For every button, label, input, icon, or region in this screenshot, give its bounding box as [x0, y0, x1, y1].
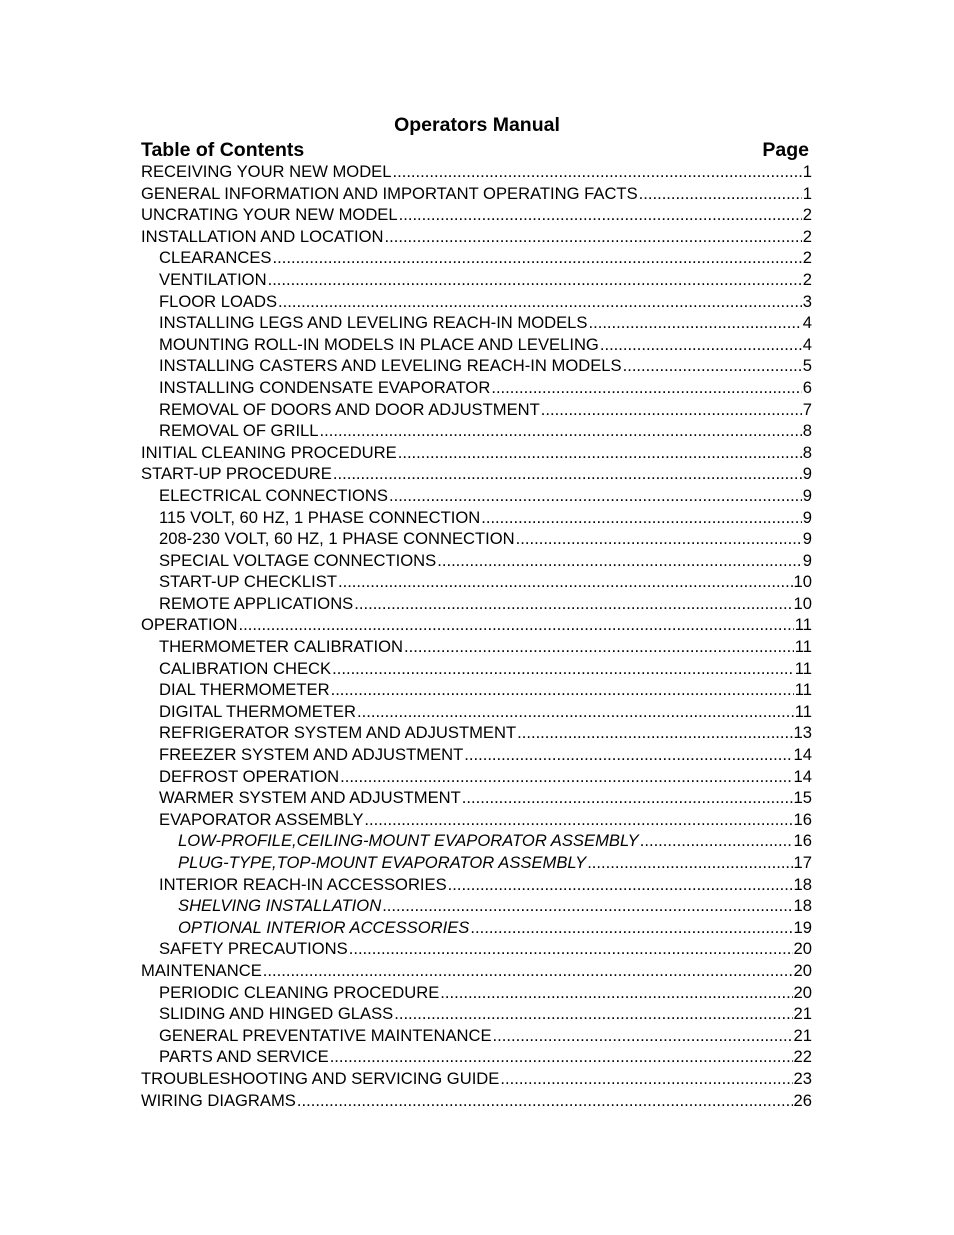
- dot-leader: [640, 830, 793, 852]
- dot-leader: [278, 291, 802, 313]
- toc-entry-title: CALIBRATION CHECK: [159, 658, 332, 678]
- toc-entry[interactable]: [141, 1025, 812, 1047]
- toc-entry-page-number: 10: [793, 593, 812, 613]
- toc-entry-title: INITIAL CLEANING PROCEDURE: [141, 442, 397, 462]
- toc-entry-title: WIRING DIAGRAMS: [141, 1090, 296, 1110]
- toc-entry-title: GENERAL PREVENTATIVE MAINTENANCE: [159, 1025, 492, 1045]
- toc-entry-page-number: 5: [802, 356, 812, 376]
- dot-leader: [354, 593, 792, 615]
- toc-entry[interactable]: [141, 247, 812, 269]
- toc-entry-title: DIAL THERMOMETER: [159, 680, 330, 700]
- dot-leader: [392, 161, 801, 183]
- toc-entry-title: INTERIOR REACH-IN ACCESSORIES: [159, 874, 447, 894]
- toc-entry-title: DEFROST OPERATION: [159, 766, 340, 786]
- dot-leader: [333, 463, 802, 485]
- dot-leader: [623, 355, 802, 377]
- toc-entry-title: RECEIVING YOUR NEW MODEL: [141, 162, 392, 181]
- dot-leader: [394, 1003, 792, 1025]
- toc-entry[interactable]: [141, 809, 812, 831]
- toc-entry[interactable]: [141, 895, 812, 917]
- toc-entry-title: 208-230 VOLT, 60 HZ, 1 PHASE CONNECTION: [159, 529, 515, 549]
- toc-entry-title: CLEARANCES: [159, 248, 272, 268]
- toc-entry[interactable]: [141, 463, 812, 485]
- toc-entry-title: INSTALLING CASTERS AND LEVELING REACH-IN MODELS: [159, 356, 622, 376]
- toc-entry[interactable]: [141, 917, 812, 939]
- toc-entry-page-number: 4: [802, 334, 812, 354]
- dot-leader: [404, 636, 794, 658]
- dot-leader: [398, 442, 802, 464]
- dot-leader: [273, 247, 802, 269]
- dot-leader: [481, 507, 802, 529]
- toc-entry-title: FLOOR LOADS: [159, 291, 278, 311]
- toc-entry[interactable]: [141, 269, 812, 291]
- document-title: Operators Manual: [394, 114, 560, 136]
- toc-entry-title: START-UP CHECKLIST: [159, 572, 337, 592]
- toc-entry[interactable]: [141, 528, 812, 550]
- toc-entry-page-number: 6: [802, 377, 812, 397]
- toc-entry-title: OPERATION: [141, 615, 238, 635]
- toc-entry[interactable]: [141, 1046, 812, 1068]
- toc-entry-title: SPECIAL VOLTAGE CONNECTIONS: [159, 550, 437, 570]
- toc-entry-page-number: 14: [793, 745, 812, 765]
- toc-entry-title: LOW-PROFILE,CEILING-MOUNT EVAPORATOR ASSEMBLY: [178, 831, 639, 851]
- toc-entry-title: REFRIGERATOR SYSTEM AND ADJUSTMENT: [159, 723, 517, 743]
- toc-entry-page-number: 18: [793, 896, 812, 916]
- dot-leader: [268, 269, 802, 291]
- toc-entry-title: WARMER SYSTEM AND ADJUSTMENT: [159, 788, 461, 808]
- toc-entry-title: SAFETY PRECAUTIONS: [159, 939, 348, 959]
- toc-entry[interactable]: [141, 550, 812, 572]
- toc-entry-page-number: 21: [793, 1025, 812, 1045]
- dot-leader: [382, 895, 792, 917]
- toc-header: [141, 138, 809, 162]
- toc-entry-title: UNCRATING YOUR NEW MODEL: [141, 205, 398, 225]
- toc-entry[interactable]: [141, 571, 812, 593]
- toc-entry-page-number: 15: [793, 788, 812, 808]
- dot-leader: [493, 1025, 793, 1047]
- dot-leader: [470, 917, 792, 939]
- toc-entry-title: INSTALLING LEGS AND LEVELING REACH-IN MODELS: [159, 313, 588, 333]
- dot-leader: [349, 938, 793, 960]
- dot-leader: [385, 226, 802, 248]
- toc-entry[interactable]: [141, 204, 812, 226]
- toc-entry[interactable]: [141, 658, 812, 680]
- toc-entry-title: PERIODIC CLEANING PROCEDURE: [159, 982, 440, 1002]
- toc-entry-title: ELECTRICAL CONNECTIONS: [159, 485, 388, 505]
- toc-entry-page-number: 21: [793, 1004, 812, 1024]
- toc-entry-page-number: 13: [793, 723, 812, 743]
- toc-entry-page-number: 2: [802, 205, 812, 225]
- dot-leader: [541, 399, 802, 421]
- toc-entry[interactable]: [141, 679, 812, 701]
- toc-entry-page-number: 9: [802, 529, 812, 549]
- toc-entry-page-number: 9: [802, 485, 812, 505]
- toc-entry[interactable]: [141, 982, 812, 1004]
- toc-entry-page-number: 14: [793, 766, 812, 786]
- toc-entry-page-number: 9: [802, 550, 812, 570]
- toc-entry[interactable]: [141, 312, 812, 334]
- dot-leader: [600, 334, 802, 356]
- dot-leader: [639, 183, 802, 205]
- toc-entry[interactable]: [141, 399, 812, 421]
- dot-leader: [440, 982, 792, 1004]
- toc-entry-page-number: 9: [802, 507, 812, 527]
- toc-entry[interactable]: [141, 161, 812, 183]
- toc-entry-title: EVAPORATOR ASSEMBLY: [159, 809, 364, 829]
- toc-entry[interactable]: [141, 938, 812, 960]
- toc-entry[interactable]: [141, 334, 812, 356]
- toc-entry-title: SHELVING INSTALLATION: [178, 896, 382, 916]
- toc-entry-title: OPTIONAL INTERIOR ACCESSORIES: [178, 917, 470, 937]
- toc-entry-page-number: 20: [793, 982, 812, 1002]
- toc-entry[interactable]: [141, 722, 812, 744]
- toc-entry-title: REMOVAL OF DOORS AND DOOR ADJUSTMENT: [159, 399, 540, 419]
- toc-entry[interactable]: [141, 1003, 812, 1025]
- toc-entry-page-number: 1: [802, 162, 812, 181]
- toc-entry-page-number: 20: [793, 960, 812, 980]
- dot-leader: [338, 571, 793, 593]
- toc-entry-page-number: 17: [793, 853, 812, 872]
- toc-entry[interactable]: [141, 1068, 812, 1090]
- toc-entry[interactable]: [141, 377, 812, 399]
- page-column-heading: Page: [762, 139, 809, 161]
- dot-leader: [500, 1068, 792, 1090]
- dot-leader: [437, 550, 802, 572]
- toc-entry-page-number: 2: [802, 269, 812, 289]
- toc-entry-title: REMOVAL OF GRILL: [159, 421, 319, 441]
- toc-entry-page-number: 11: [794, 680, 812, 700]
- toc-entry-page-number: 8: [802, 442, 812, 462]
- toc-entry-title: TROUBLESHOOTING AND SERVICING GUIDE: [141, 1068, 500, 1088]
- toc-entry-page-number: 19: [793, 917, 812, 937]
- toc-entry-page-number: 2: [802, 248, 812, 268]
- dot-leader: [464, 744, 792, 766]
- toc-entry[interactable]: [141, 852, 812, 874]
- toc-entry-title: MAINTENANCE: [141, 960, 262, 980]
- toc-entry[interactable]: [141, 830, 812, 852]
- toc-entry-page-number: 11: [794, 615, 812, 635]
- toc-entry-title: INSTALLING CONDENSATE EVAPORATOR: [159, 377, 491, 397]
- toc-heading: Table of Contents: [141, 139, 305, 161]
- dot-leader: [357, 701, 794, 723]
- dot-leader: [330, 1046, 793, 1068]
- toc-entry-page-number: 11: [794, 701, 812, 721]
- toc-entry[interactable]: [141, 485, 812, 507]
- table-of-contents: [141, 161, 812, 1111]
- toc-entry-title: REMOTE APPLICATIONS: [159, 593, 354, 613]
- dot-leader: [587, 852, 792, 874]
- toc-entry-title: PARTS AND SERVICE: [159, 1047, 329, 1067]
- toc-entry-title: GENERAL INFORMATION AND IMPORTANT OPERATING FACTS: [141, 183, 638, 203]
- toc-entry-page-number: 3: [802, 291, 812, 311]
- dot-leader: [517, 722, 792, 744]
- toc-entry-title: START-UP PROCEDURE: [141, 464, 332, 484]
- toc-entry-title: DIGITAL THERMOMETER: [159, 701, 356, 721]
- toc-entry-page-number: 18: [793, 874, 812, 894]
- toc-entry-title: VENTILATION: [159, 269, 267, 289]
- toc-entry-page-number: 10: [793, 572, 812, 592]
- toc-entry[interactable]: [141, 507, 812, 529]
- toc-entry[interactable]: [141, 183, 812, 205]
- toc-entry-page-number: 1: [802, 183, 812, 203]
- toc-entry[interactable]: [141, 614, 812, 636]
- dot-leader: [491, 377, 801, 399]
- dot-leader: [332, 658, 794, 680]
- toc-entry[interactable]: [141, 787, 812, 809]
- toc-entry-page-number: 4: [802, 313, 812, 333]
- toc-entry-title: INSTALLATION AND LOCATION: [141, 226, 384, 246]
- toc-entry-page-number: 7: [802, 399, 812, 419]
- dot-leader: [331, 679, 794, 701]
- dot-leader: [448, 874, 793, 896]
- toc-entry-page-number: 26: [793, 1090, 812, 1110]
- toc-entry-page-number: 16: [793, 831, 812, 851]
- toc-entry-page-number: 11: [794, 637, 812, 657]
- dot-leader: [297, 1090, 793, 1112]
- toc-entry-page-number: 9: [802, 464, 812, 484]
- toc-entry[interactable]: [141, 593, 812, 615]
- toc-entry-page-number: 20: [793, 939, 812, 959]
- toc-entry[interactable]: [141, 291, 812, 313]
- toc-entry[interactable]: [141, 420, 812, 442]
- dot-leader: [263, 960, 793, 982]
- dot-leader: [399, 204, 802, 226]
- dot-leader: [239, 614, 794, 636]
- toc-entry[interactable]: [141, 636, 812, 658]
- dot-leader: [364, 809, 792, 831]
- toc-entry-title: SLIDING AND HINGED GLASS: [159, 1004, 394, 1024]
- dot-leader: [462, 787, 793, 809]
- toc-entry[interactable]: [141, 442, 812, 464]
- dot-leader: [588, 312, 801, 334]
- toc-entry[interactable]: [141, 226, 812, 248]
- toc-entry[interactable]: [141, 874, 812, 896]
- toc-entry-page-number: 22: [793, 1047, 812, 1067]
- toc-entry[interactable]: [141, 355, 812, 377]
- toc-entry[interactable]: [141, 744, 812, 766]
- toc-entry[interactable]: [141, 960, 812, 982]
- dot-leader: [389, 485, 802, 507]
- toc-entry-title: PLUG-TYPE,TOP-MOUNT EVAPORATOR ASSEMBLY: [178, 853, 587, 872]
- toc-entry[interactable]: [141, 701, 812, 723]
- toc-entry-title: FREEZER SYSTEM AND ADJUSTMENT: [159, 745, 464, 765]
- dot-leader: [516, 528, 802, 550]
- dot-leader: [320, 420, 802, 442]
- toc-entry-page-number: 16: [793, 809, 812, 829]
- dot-leader: [340, 766, 792, 788]
- toc-entry-page-number: 8: [802, 421, 812, 441]
- toc-entry[interactable]: [141, 1090, 812, 1112]
- toc-entry-title: THERMOMETER CALIBRATION: [159, 637, 404, 657]
- toc-entry-page-number: 23: [793, 1068, 812, 1088]
- toc-entry[interactable]: [141, 766, 812, 788]
- toc-entry-page-number: 2: [802, 226, 812, 246]
- toc-entry-page-number: 11: [794, 658, 812, 678]
- toc-entry-title: MOUNTING ROLL-IN MODELS IN PLACE AND LEVELING: [159, 334, 599, 354]
- toc-entry-title: 115 VOLT, 60 HZ, 1 PHASE CONNECTION: [159, 507, 481, 527]
